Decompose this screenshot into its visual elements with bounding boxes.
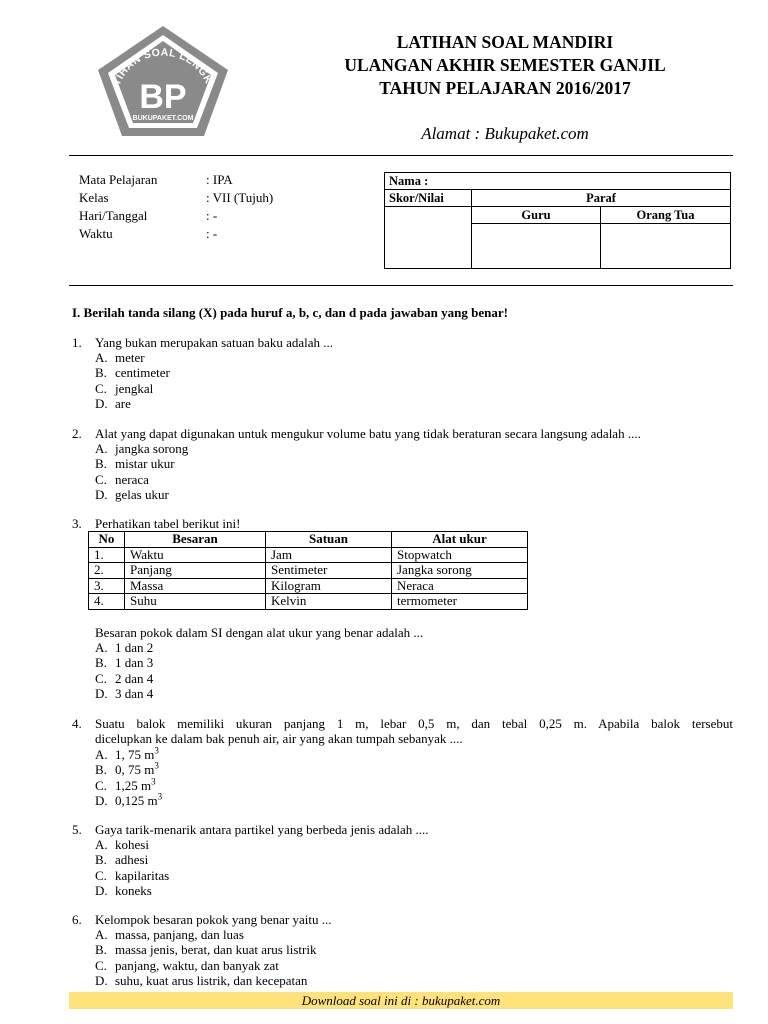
- q4-text-line1: Suatu balok memiliki ukuran panjang 1 m, lebar 0,5 m, dan tebal 0,25 m. Apabila balok tersebut: [95, 716, 733, 731]
- q1-number: 1.: [72, 335, 82, 350]
- option[interactable]: C. 1,25 $m^3$: [95, 776, 156, 793]
- cell: Kelvin: [266, 594, 392, 610]
- q3-table: [88, 531, 528, 610]
- q6-options: [95, 927, 316, 988]
- option[interactable]: D. koneks: [95, 882, 152, 898]
- cell: 1.: [89, 547, 125, 563]
- option[interactable]: B. centimeter: [95, 365, 170, 381]
- option[interactable]: C. jengkal: [95, 380, 154, 396]
- q6-text: Kelompok besaran pokok yang benar yaitu ...: [95, 912, 332, 927]
- cell: Waktu: [125, 547, 266, 563]
- header-line2: ULANGAN AKHIR SEMESTER GANJIL: [344, 55, 666, 75]
- q1-options: [95, 350, 170, 411]
- q5-text: Gaya tarik-menarik antara partikel yang berbeda jenis adalah ....: [95, 822, 429, 837]
- cell: 2.: [89, 563, 125, 579]
- q4-number: 4.: [72, 716, 82, 731]
- id-label-time: Waktu: [79, 226, 113, 241]
- q2-options: [95, 441, 188, 502]
- q1-text: Yang bukan merupakan satuan baku adalah ...: [95, 335, 334, 350]
- paraf-label: Paraf: [472, 190, 731, 207]
- option[interactable]: D. 0,125 $m^3$: [95, 791, 163, 808]
- cell: Suhu: [125, 594, 266, 610]
- footer-banner[interactable]: Download soal ini di : bukupaket.com: [69, 992, 733, 1009]
- cell: Stopwatch: [392, 547, 528, 563]
- q3-header-alat: Alat ukur: [392, 532, 528, 548]
- cell: 3.: [89, 578, 125, 594]
- q3-header-no: No: [89, 532, 125, 548]
- id-value-date: : -: [206, 208, 218, 223]
- q2-number: 2.: [72, 426, 82, 441]
- cell: Kilogram: [266, 578, 392, 594]
- bukupaket-logo: [94, 22, 232, 140]
- guru-sign-cell[interactable]: [472, 224, 601, 269]
- cell: termometer: [392, 594, 528, 610]
- logo-initials: BP: [139, 78, 187, 116]
- table-row: [89, 547, 528, 563]
- table-row: [89, 563, 528, 579]
- option[interactable]: A. 1, 75 $m^3$: [95, 745, 159, 762]
- q4-options: [95, 747, 162, 808]
- option[interactable]: C. neraca: [95, 471, 149, 487]
- id-label-class: Kelas: [79, 190, 109, 205]
- id-label-subject: Mata Pelajaran: [79, 172, 158, 187]
- option[interactable]: B. massa jenis, berat, dan kuat arus listrik: [95, 942, 317, 958]
- header-line3: TAHUN PELAJARAN 2016/2017: [379, 78, 631, 98]
- instruction: I. Berilah tanda silang (X) pada huruf a, b, c, dan d pada jawaban yang benar!: [72, 305, 508, 320]
- address: Alamat : Bukupaket.com: [421, 124, 589, 143]
- option[interactable]: A. jangka sorong: [95, 441, 189, 456]
- score-label: Skor/Nilai: [385, 190, 472, 207]
- option[interactable]: C. kapilaritas: [95, 867, 170, 883]
- q4-text-line2: dicelupkan ke dalam bak penuh air, air yang akan tumpah sebanyak ....: [95, 731, 463, 746]
- cell: Panjang: [125, 563, 266, 579]
- identity-divider: [69, 285, 733, 286]
- option[interactable]: A. meter: [95, 350, 145, 365]
- orangtua-label: Orang Tua: [601, 207, 731, 224]
- q3-header-besaran: Besaran: [125, 532, 266, 548]
- option[interactable]: D. suhu, kuat arus listrik, dan kecepatan: [95, 972, 308, 988]
- logo-arc-text: TIHAN SOAL LENGK: [110, 46, 215, 88]
- id-label-date: Hari/Tanggal: [79, 208, 148, 223]
- option[interactable]: B. 0, 75 $m^3$: [95, 760, 159, 778]
- option[interactable]: A. 1 dan 2: [95, 640, 154, 655]
- id-value-time: : -: [206, 226, 218, 241]
- cell: Jam: [266, 547, 392, 563]
- option[interactable]: C. panjang, waktu, dan banyak zat: [95, 957, 279, 973]
- cell: Neraca: [392, 578, 528, 594]
- option[interactable]: B. adhesi: [95, 852, 149, 868]
- q3-after-text: Besaran pokok dalam SI dengan alat ukur yang benar adalah ...: [95, 625, 424, 640]
- cell: Jangka sorong: [392, 563, 528, 579]
- option[interactable]: D. are: [95, 395, 131, 411]
- q3-options: [95, 640, 153, 701]
- cell: Sentimeter: [266, 563, 392, 579]
- id-value-class: : VII (Tujuh): [206, 190, 274, 205]
- id-value-subject: : IPA: [206, 172, 233, 187]
- cell: Massa: [125, 578, 266, 594]
- score-table: [384, 172, 731, 269]
- header-divider: [69, 155, 733, 156]
- option[interactable]: D. gelas ukur: [95, 486, 169, 502]
- option[interactable]: C. 2 dan 4: [95, 670, 154, 686]
- name-field[interactable]: Nama :: [385, 173, 731, 190]
- table-row: [89, 578, 528, 594]
- q2-text: Alat yang dapat digunakan untuk mengukur volume batu yang tidak beraturan secara langsung adalah ....: [95, 426, 641, 441]
- q5-options: [95, 837, 169, 898]
- option[interactable]: A. kohesi: [95, 837, 149, 852]
- q3-header-satuan: Satuan: [266, 532, 392, 548]
- orangtua-sign-cell[interactable]: [601, 224, 731, 269]
- option[interactable]: A. massa, panjang, dan luas: [95, 927, 244, 942]
- header-line1: LATIHAN SOAL MANDIRI: [396, 32, 614, 52]
- q5-number: 5.: [72, 822, 82, 837]
- cell: 4.: [89, 594, 125, 610]
- option[interactable]: B. 1 dan 3: [95, 655, 154, 671]
- logo-site: BUKUPAKET.COM: [132, 115, 194, 122]
- q3-text: Perhatikan tabel berikut ini!: [95, 516, 241, 531]
- option[interactable]: D. 3 dan 4: [95, 685, 154, 701]
- guru-label: Guru: [472, 207, 601, 224]
- table-row: [89, 594, 528, 610]
- q3-number: 3.: [72, 516, 82, 531]
- option[interactable]: B. mistar ukur: [95, 456, 175, 472]
- q6-number: 6.: [72, 912, 82, 927]
- score-cell[interactable]: [385, 207, 472, 269]
